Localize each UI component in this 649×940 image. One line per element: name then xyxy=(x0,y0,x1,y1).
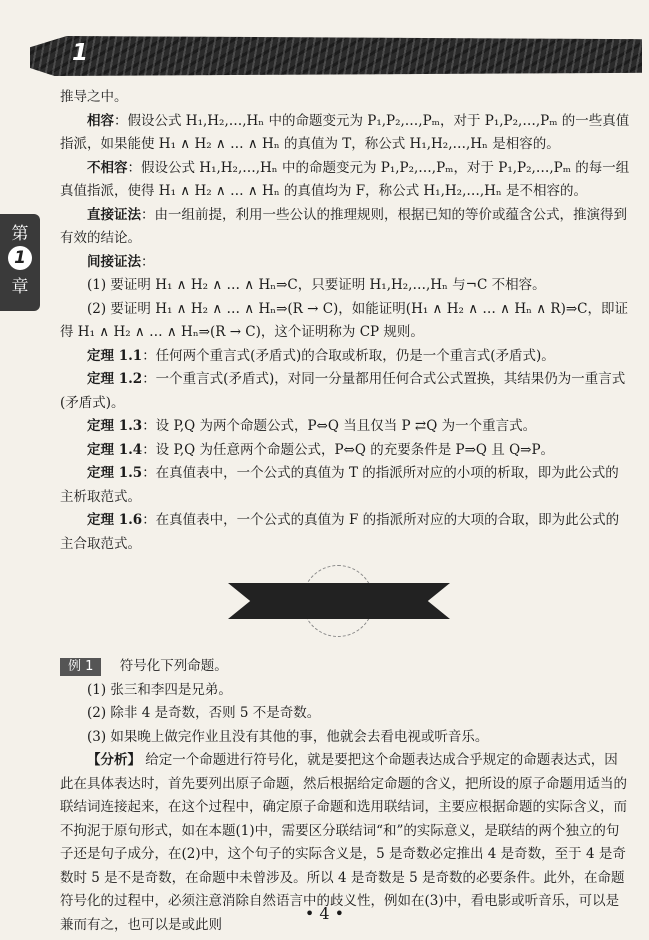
example-item: (1) 张三和李四是兄弟。 xyxy=(87,681,232,698)
term-label: 定理 1.4 xyxy=(87,441,143,458)
term-label: 定理 1.1 xyxy=(87,347,143,364)
paragraph: 定理 1.3：设 P,Q 为两个命题公式，P⇔Q 当且仅当 P ⇄Q 为一个重言式。 xyxy=(87,418,537,434)
term-label: 定理 1.2 xyxy=(87,371,143,387)
paragraph: 定理 1.1：任何两个重言式(矛盾式)的合取或析取，仍是一个重言式(矛盾式)。 xyxy=(87,347,555,364)
example-item: (3) 如果晚上做完作业且没有其他的事，他就会去看电视或听音乐。 xyxy=(87,728,489,745)
paragraph: 定理 1.4：设 P,Q 为任意两个命题公式，P⇔Q 的充要条件是 P⇒Q 且 Q⇒P。 xyxy=(87,441,555,458)
term-label: 直接证法 xyxy=(87,206,141,223)
term-label: 定理 1.3 xyxy=(87,418,143,434)
term-label: 不相容 xyxy=(87,159,128,176)
example-title: 符号化下列命题。 xyxy=(119,658,228,674)
paragraph: 定理 1.2：一个重言式(矛盾式)，对同一分量都用任何合式公式置换，其结果仍为一重言式(矛盾式)。 xyxy=(60,371,626,411)
paragraph: 间接证法： xyxy=(87,253,155,270)
paragraph: 相容：假设公式 H₁,H₂,…,Hₙ 中的命题变元为 P₁,P₂,…,Pₘ，对于 P₁,P₂,…,Pₘ 的一些真值指派，如果能使 H₁ ∧ H₂ ∧ … ∧ Hₙ 的真值为 T，称公式 H₁,H₂,…,Hₙ 是相容的。 xyxy=(60,112,630,152)
page-number: • 4 • xyxy=(304,904,345,923)
term-label: 间接证法 xyxy=(87,253,141,270)
paragraph: (2) 要证明 H₁ ∧ H₂ ∧ … ∧ Hₙ⇒(R → C)，如能证明(H₁ ∧ H₂ ∧ … ∧ Hₙ ∧ R)⇒C，即证得 H₁ ∧ H₂ ∧ … ∧ Hₙ⇒(R → C)，这个证明称为 CP 规则。 xyxy=(60,300,628,340)
example-item: (2) 除非 4 是奇数，否则 5 不是奇数。 xyxy=(87,705,321,721)
main-content xyxy=(60,86,630,556)
paragraph: 推导之中。 xyxy=(60,89,128,105)
paragraph: 不相容：假设公式 H₁,H₂,…,Hₙ 中的命题变元为 P₁,P₂,…,Pₘ，对于 P₁,P₂,…,Pₘ 的每一组真值指派，使得 H₁ ∧ H₂ ∧ … ∧ Hₙ 的真值均为 F，称公式 H₁,H₂,…,Hₙ 是不相容的。 xyxy=(60,159,630,199)
term-label: 定理 1.5 xyxy=(87,465,143,481)
chapter-number: 1 xyxy=(72,40,89,66)
example-badge: 例 1 xyxy=(60,658,101,676)
section-divider-banner xyxy=(228,583,450,619)
chapter-side-tab xyxy=(0,214,40,311)
side-tab-top: 第 xyxy=(11,224,29,244)
analysis-text: 给定一个命题进行符号化，就是要把这个命题表达成合乎规定的命题表达式，因此在具体表达时，首先要列出原子命题，然后根据给定命题的含义，把所设的原子命题用适当的联结词连接起来，在这个过程中，确定原子命题和选用联结词，主要应根据命题的实际含义，而不拘泥于原句形式，如在本题(1)中，需要区分联结词“和”的实际意义，是联结的两个独立的句子还是句子成分，在(2)中，这个句子的实际含义是，5 是奇数必定推出 4 是奇数，至于 4 是奇数时 5 是不是奇数，在命题中未曾涉及。所以 4 是奇数是 5 是奇数的必要条件。此外，在命题符号化的过程中，必须注意消除自然语言中的歧义性，例如在(3)中，看电影或听音乐，可以是兼而有之，也可以是或此则 xyxy=(60,752,627,933)
example-block xyxy=(60,655,630,937)
term-label: 相容 xyxy=(87,112,114,129)
side-tab-bottom: 章 xyxy=(11,277,29,297)
paragraph: 直接证法：由一组前提，利用一些公认的推理规则，根据已知的等价或蕴含公式，推演得到有效的结论。 xyxy=(60,206,627,246)
paragraph: (1) 要证明 H₁ ∧ H₂ ∧ … ∧ Hₙ⇒C，只要证明 H₁,H₂,…,Hₙ 与¬C 不相容。 xyxy=(87,277,546,293)
paragraph: 定理 1.5：在真值表中，一个公式的真值为 T 的指派所对应的小项的析取，即为此公式的主析取范式。 xyxy=(60,465,619,505)
analysis-label: 【分析】 xyxy=(87,752,141,768)
term-label: 定理 1.6 xyxy=(87,512,143,528)
chapter-header-band xyxy=(30,36,642,76)
side-tab-number: 1 xyxy=(8,246,32,270)
paragraph: 定理 1.6：在真值表中，一个公式的真值为 F 的指派所对应的大项的合取，即为此公式的主合取范式。 xyxy=(60,512,620,552)
